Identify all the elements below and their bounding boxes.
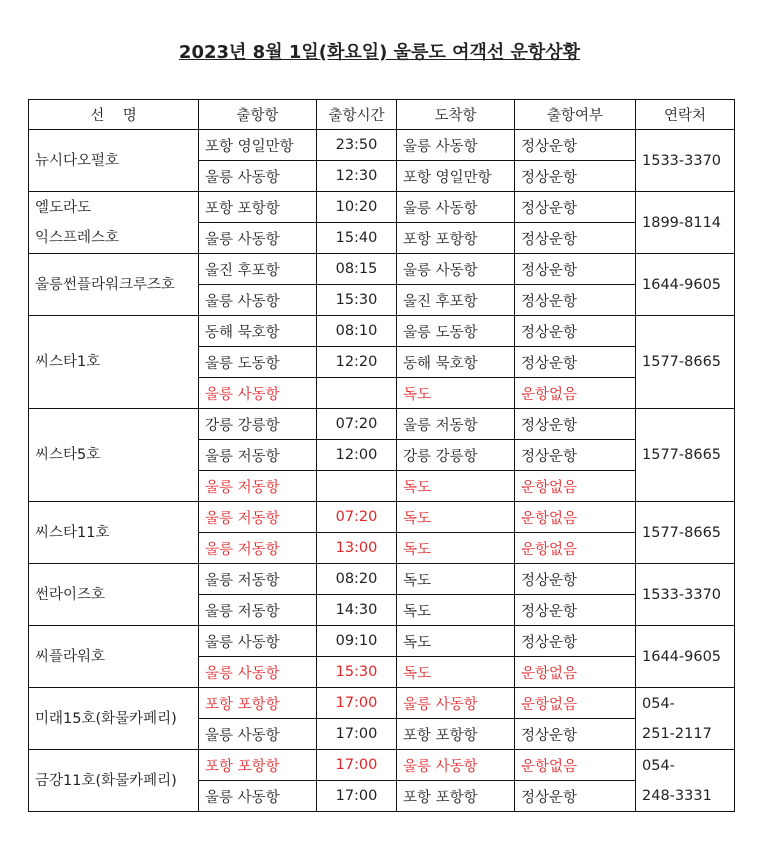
- arrival-port: 울릉 도동항: [397, 316, 515, 347]
- arrival-port: 울릉 사동항: [397, 750, 515, 781]
- header-operation-status: 출항여부: [515, 100, 636, 130]
- departure-time: 17:00: [317, 719, 397, 750]
- departure-time: 12:30: [317, 161, 397, 192]
- departure-time: 23:50: [317, 130, 397, 161]
- table-row: [29, 564, 735, 595]
- ship-name: 엘도라도 익스프레스호: [29, 192, 199, 254]
- arrival-port: 울릉 사동항: [397, 688, 515, 719]
- departure-time: 08:15: [317, 254, 397, 285]
- departure-port: 울릉 저동항: [199, 440, 317, 471]
- departure-port: 울릉 저동항: [199, 533, 317, 564]
- departure-time: 15:30: [317, 657, 397, 688]
- departure-time: 12:20: [317, 347, 397, 378]
- departure-port: 강릉 강릉항: [199, 409, 317, 440]
- header-contact: 연락처: [636, 100, 735, 130]
- table-row: [29, 750, 735, 781]
- operation-status: 운항없음: [515, 688, 636, 719]
- table-row: [29, 409, 735, 440]
- departure-time: 08:10: [317, 316, 397, 347]
- operation-status: 정상운항: [515, 595, 636, 626]
- departure-time: 07:20: [317, 502, 397, 533]
- contact-number: 1644-9605: [636, 254, 735, 316]
- arrival-port: 동해 묵호항: [397, 347, 515, 378]
- departure-port: 울릉 도동항: [199, 347, 317, 378]
- operation-status: 정상운항: [515, 781, 636, 812]
- arrival-port: 독도: [397, 595, 515, 626]
- contact-number: 054- 251-2117: [636, 688, 735, 750]
- departure-time: 14:30: [317, 595, 397, 626]
- departure-port: 포항 포항항: [199, 688, 317, 719]
- arrival-port: 울릉 사동항: [397, 130, 515, 161]
- arrival-port: 독도: [397, 657, 515, 688]
- contact-number: 1577-8665: [636, 316, 735, 409]
- operation-status: 정상운항: [515, 192, 636, 223]
- table-row: [29, 626, 735, 657]
- departure-port: 울릉 사동항: [199, 626, 317, 657]
- arrival-port: 포항 영일만항: [397, 161, 515, 192]
- operation-status: 운항없음: [515, 750, 636, 781]
- departure-port: 울릉 사동항: [199, 223, 317, 254]
- contact-number: 1644-9605: [636, 626, 735, 688]
- operation-status: 정상운항: [515, 316, 636, 347]
- departure-port: 울릉 사동항: [199, 285, 317, 316]
- operation-status: 정상운항: [515, 564, 636, 595]
- operation-status: 정상운항: [515, 719, 636, 750]
- ship-name: 금강11호(화물카페리): [29, 750, 199, 812]
- arrival-port: 독도: [397, 626, 515, 657]
- departure-port: 울릉 사동항: [199, 719, 317, 750]
- arrival-port: 포항 포항항: [397, 781, 515, 812]
- contact-number: 1533-3370: [636, 564, 735, 626]
- arrival-port: 포항 포항항: [397, 719, 515, 750]
- departure-time: 15:40: [317, 223, 397, 254]
- arrival-port: 포항 포항항: [397, 223, 515, 254]
- ship-name: 뉴시다오펄호: [29, 130, 199, 192]
- departure-time: 12:00: [317, 440, 397, 471]
- schedule-body: [29, 130, 735, 812]
- operation-status: 정상운항: [515, 409, 636, 440]
- departure-time: 17:00: [317, 750, 397, 781]
- departure-port: 포항 포항항: [199, 192, 317, 223]
- page-title: 2023년 8월 1일(화요일) 울릉도 여객선 운항상황: [178, 42, 581, 63]
- operation-status: 정상운항: [515, 223, 636, 254]
- table-row: [29, 254, 735, 285]
- contact-number: 1533-3370: [636, 130, 735, 192]
- ship-name: 씨스타11호: [29, 502, 199, 564]
- operation-status: 운항없음: [515, 533, 636, 564]
- header-departure-time: 출항시간: [317, 100, 397, 130]
- operation-status: 운항없음: [515, 471, 636, 502]
- operation-status: 운항없음: [515, 657, 636, 688]
- ship-name: 씨스타1호: [29, 316, 199, 409]
- operation-status: 정상운항: [515, 440, 636, 471]
- operation-status: 운항없음: [515, 378, 636, 409]
- table-row: [29, 130, 735, 161]
- departure-port: 울릉 저동항: [199, 564, 317, 595]
- table-row: [29, 316, 735, 347]
- contact-number: 1577-8665: [636, 502, 735, 564]
- table-row: [29, 192, 735, 223]
- header-arrival-port: 도착항: [397, 100, 515, 130]
- departure-time: 07:20: [317, 409, 397, 440]
- arrival-port: 울릉 사동항: [397, 192, 515, 223]
- departure-time: 13:00: [317, 533, 397, 564]
- departure-port: 울릉 저동항: [199, 595, 317, 626]
- departure-port: 울릉 사동항: [199, 161, 317, 192]
- departure-port: 울릉 사동항: [199, 781, 317, 812]
- departure-time: 10:20: [317, 192, 397, 223]
- departure-time: 17:00: [317, 781, 397, 812]
- ship-name: 씨스타5호: [29, 409, 199, 502]
- contact-number: 1899-8114: [636, 192, 735, 254]
- departure-time: 08:20: [317, 564, 397, 595]
- arrival-port: 독도: [397, 471, 515, 502]
- ship-name: 씨플라워호: [29, 626, 199, 688]
- departure-time: 15:30: [317, 285, 397, 316]
- departure-port: 울진 후포항: [199, 254, 317, 285]
- operation-status: 정상운항: [515, 347, 636, 378]
- departure-port: 울릉 사동항: [199, 657, 317, 688]
- arrival-port: 강릉 강릉항: [397, 440, 515, 471]
- arrival-port: 독도: [397, 378, 515, 409]
- arrival-port: 울진 후포항: [397, 285, 515, 316]
- departure-port: 울릉 저동항: [199, 502, 317, 533]
- arrival-port: 울릉 저동항: [397, 409, 515, 440]
- arrival-port: 독도: [397, 564, 515, 595]
- departure-port: 동해 묵호항: [199, 316, 317, 347]
- arrival-port: 독도: [397, 502, 515, 533]
- table-header-row: [29, 100, 735, 130]
- departure-time: [317, 471, 397, 502]
- operation-status: 정상운항: [515, 130, 636, 161]
- operation-status: 정상운항: [515, 254, 636, 285]
- ship-name: 미래15호(화물카페리): [29, 688, 199, 750]
- header-ship-name: 선 명: [29, 100, 199, 130]
- ship-name: 썬라이즈호: [29, 564, 199, 626]
- departure-port: 포항 포항항: [199, 750, 317, 781]
- operation-status: 정상운항: [515, 161, 636, 192]
- departure-port: 포항 영일만항: [199, 130, 317, 161]
- departure-port: 울릉 사동항: [199, 378, 317, 409]
- operation-status: 운항없음: [515, 502, 636, 533]
- operation-status: 정상운항: [515, 285, 636, 316]
- departure-time: [317, 378, 397, 409]
- departure-time: 17:00: [317, 688, 397, 719]
- arrival-port: 울릉 사동항: [397, 254, 515, 285]
- table-row: [29, 502, 735, 533]
- arrival-port: 독도: [397, 533, 515, 564]
- contact-number: 054- 248-3331: [636, 750, 735, 812]
- operation-status: 정상운항: [515, 626, 636, 657]
- contact-number: 1577-8665: [636, 409, 735, 502]
- ferry-schedule-table: [28, 99, 735, 812]
- departure-time: 09:10: [317, 626, 397, 657]
- departure-port: 울릉 저동항: [199, 471, 317, 502]
- table-row: [29, 688, 735, 719]
- ship-name: 울릉썬플라워크루즈호: [29, 254, 199, 316]
- header-departure-port: 출항항: [199, 100, 317, 130]
